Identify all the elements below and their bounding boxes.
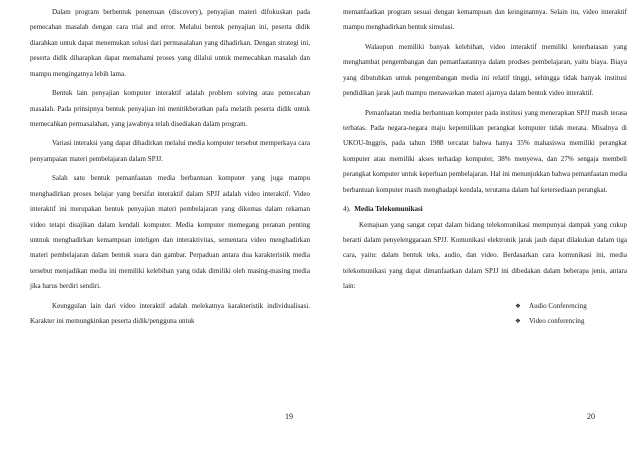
paragraph: memanfaatkan program sesuai dengan kemampuan dan keinginannya. Selain itu, video interaktif mampu menghadirkan bentuk simulasi. [343,8,627,32]
paragraph: Walaupun memiliki banyak kelebihan, video interaktif memiliki keterbatasan yang menghambat pengembangan dan pemanfaatannya dalam prodses pembelajaran, yaitu biaya. Biaya yang dibutuhkan untuk pengembangan media ini relatif tinggi, sehingga tidak banyak institusi pendidikan jarak jauh mampu menawarkan materi ajarnya dalam bentuk video interaktif. [343,42,627,98]
left-page-text [30,5,310,334]
paragraph: Kemajuan yang sangat cepat dalam bidang telekomunikasi mempunyai dampak yang cukup berarti dalam penyelenggaraan SPJJ. Komunikasi elektronik jarak jauh dapat dilakukan dalam tiga cara, yaitu: dalam bentuk teks, audio, dan video. Berdasarkan cara komunikasi ini, media telekomunikasi yang dapat dimanfaatkan dalam SPJJ ini dibedakan dalam beberapa jenis, antara lain: [343,220,627,291]
right-page [319,0,638,452]
list-item [515,314,627,329]
section-number: 4). [343,205,351,214]
paragraph: Bentuk lain penyajian komputer interaktif adalah problem solving atau pemecahan masalah. Pada prinsipnya bentuk penyajian ini menitikberatkan pafa melatih peserta didik untuk memecahkan permasalahan, yang jawabnya telah disediakan dalam program. [30,89,310,128]
paragraph: Variasi interaksi yang dapat dihadirkan melalui media komputer tersebut memperkaya cara penyampaian materi pembelajaran dalam SPJJ. [30,139,310,163]
section-title: Media Telekomunikasi [354,205,423,214]
diamond-bullet-icon: ❖ [515,302,521,310]
diamond-bullet-icon: ❖ [515,318,521,326]
paragraph: Keunggulan lain dari video interaktif adalah melekatnya karakteristik individualisasi. Karakter ini memungkinkan peserta didik/pengguna untuk [30,301,310,326]
paragraph: Dalam program berbentuk penemuan (discovery), penyajian materi difokuskan pada pemecahan masalah dengan cara trial and error. Melalui bentuk penyajian ini, peserta didik diarahkan untuk dapat menemukan solusi dari permasalahan yang dihadirkan. Dengan strategi ini, peserta didik diharapkan dapat memahami proses yang dilalui untuk memecahkan masalah dan mampu mengingatnya lebih lama. [30,8,310,78]
right-page-text [343,5,627,329]
page-number: 19 [285,412,293,421]
page-number: 20 [587,412,595,421]
paragraph: Salah satu bentuk pemanfaatan media berbantuan komputer yang juga mampu menghadirkan proses belajar yang bersifat interaktif dalam SPJJ adalah video interaktif. Video interaktif ini merupakan bentuk penyajian materi pembelajaran yang dikemas dalam rekaman video tetapi disajikan dalam kendali komputer. Media komputer memegang peranan penting untnuk menghadirkan kemampuan inteligen dan interaktivitas, sementara video menghadirkan materi pembelajaran dalam bentuk suara dan gambar. Perpaduan antara dua karakteristik media tersebut menjadikan media ini memiliki kelebihan yang tidak dimiliki oleh masing-masing media jika harus berdiri sendiri. [30,174,310,291]
section-heading [343,202,627,217]
paragraph: Pemanfaatan media berbantuan komputer pada institusi yang menerapkan SPJJ masih terasa terbatas. Pada negara-negara maju kepemilikan perangkat komputer tidak merata. Misalnya di UKOU-Inggris, pada tahun 1988 tercatat bahwa hanya 35% mahasiswa memiliki perangkat komputer atau memiliki akses terhadap komputer, 38% menyewa, dan 27% sengaja membeli perangkat komputer untuk keperluan pembelajaran. Hal ini menunjukkan bahwa pemanfaatan media berbantuan komputer masih menghadapi kendala, terutama dalam hal ketersediaan perangkat. [343,108,627,194]
bullet-list [343,299,627,330]
list-item [515,299,627,314]
list-item-label: Video conferencing [529,317,585,326]
list-item-label: Audio Conferencing [529,301,587,310]
